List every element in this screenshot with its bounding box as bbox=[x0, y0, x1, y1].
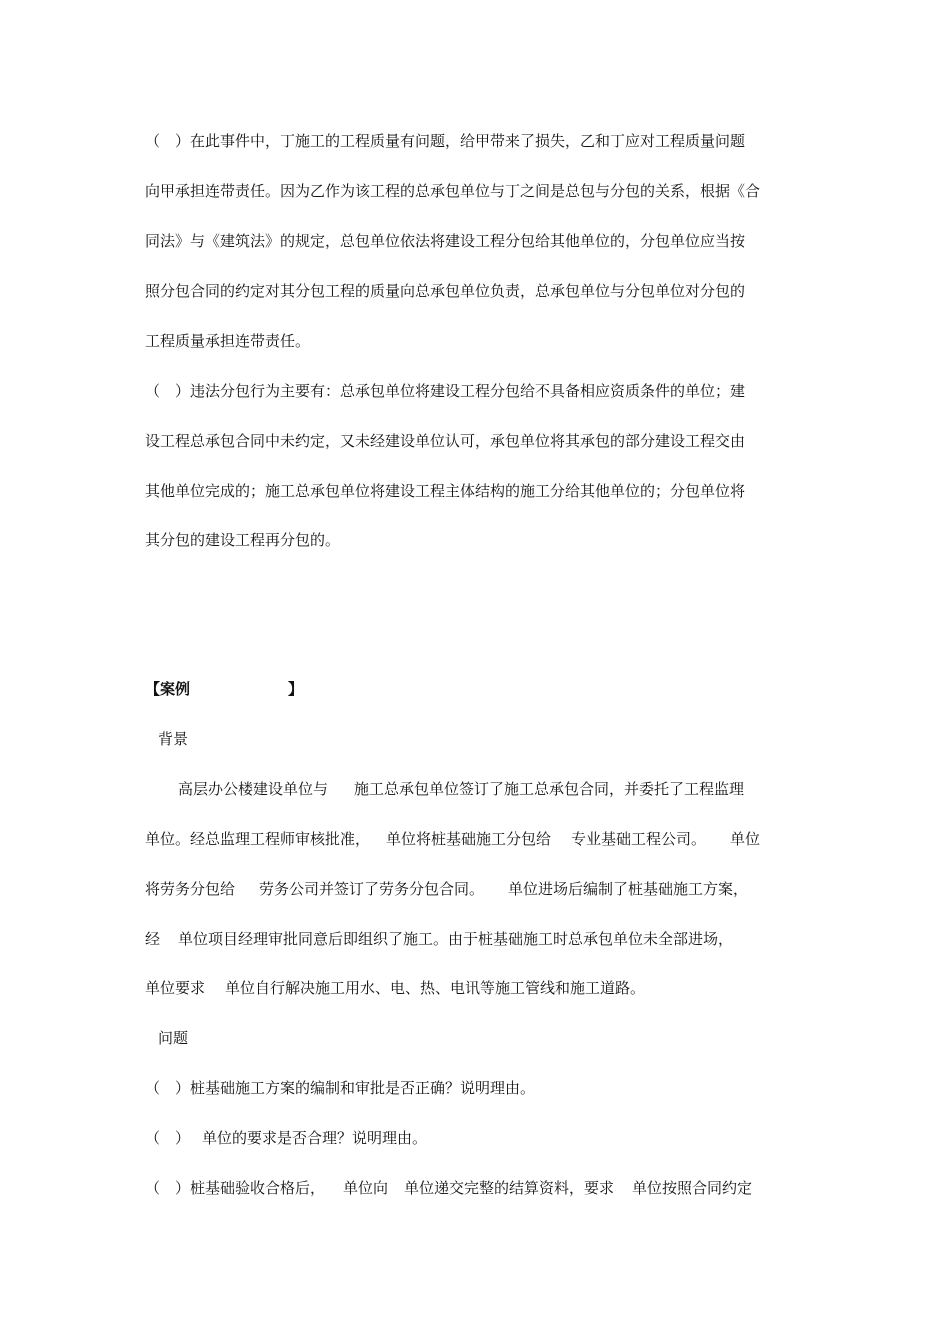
text-span: （ ）在此事件中，丁施工的工程质量有问题，给甲带来了损失，乙和丁应对工程质量问题 bbox=[145, 132, 746, 150]
text-span: （ ）桩基础施工方案的编制和审批是否正确？说明理由。 bbox=[145, 1079, 536, 1097]
case-heading bbox=[145, 679, 810, 699]
background-label bbox=[158, 729, 823, 749]
paragraph-line bbox=[145, 431, 810, 451]
text-span: 问题 bbox=[158, 1029, 189, 1047]
text-span: 单位将桩基础施工分包给 bbox=[386, 830, 552, 848]
paragraph-line bbox=[145, 530, 810, 550]
background-line bbox=[145, 879, 810, 899]
paragraph-line bbox=[145, 131, 810, 151]
text-span: 其他单位完成的；施工总承包单位将建设工程主体结构的施工分给其他单位的；分包单位将 bbox=[145, 482, 746, 500]
text-span: 单位项目经理审批同意后即组织了施工。由于桩基础施工时总承包单位未全部进场， bbox=[178, 930, 734, 948]
text-span: 单位 bbox=[730, 830, 761, 848]
text-span: 单位自行解决施工用水、电、热、电讯等施工管线和施工道路。 bbox=[225, 979, 646, 997]
background-line bbox=[145, 929, 810, 949]
case-heading-close: 】 bbox=[288, 680, 304, 698]
text-span: 单位进场后编制了桩基础施工方案， bbox=[508, 880, 749, 898]
paragraph-line bbox=[145, 331, 810, 351]
paragraph-line bbox=[145, 381, 810, 401]
background-line bbox=[145, 978, 810, 998]
paragraph-line bbox=[145, 231, 810, 251]
text-span: 单位要求 bbox=[145, 979, 206, 997]
question-line bbox=[145, 1178, 810, 1198]
text-span: 经 bbox=[145, 930, 161, 948]
text-span: 单位的要求是否合理？说明理由。 bbox=[202, 1129, 428, 1147]
text-span: 照分包合同的约定对其分包工程的质量向总承包单位负责，总承包单位与分包单位对分包的 bbox=[145, 282, 746, 300]
text-span: 背景 bbox=[158, 730, 189, 748]
text-span: 单位向 bbox=[343, 1179, 389, 1197]
text-span: （ ）桩基础验收合格后， bbox=[145, 1179, 326, 1197]
question-line bbox=[145, 1078, 810, 1098]
case-heading-open: 【案例 bbox=[145, 680, 191, 698]
question-line bbox=[145, 1128, 810, 1148]
text-span: 其分包的建设工程再分包的。 bbox=[145, 531, 341, 549]
text-span: 专业基础工程公司。 bbox=[571, 830, 707, 848]
text-span: 单位递交完整的结算资料，要求 bbox=[404, 1179, 615, 1197]
paragraph-line bbox=[145, 181, 810, 201]
questions-label bbox=[158, 1028, 823, 1048]
background-line bbox=[178, 779, 810, 799]
text-span: 高层办公楼建设单位与 bbox=[178, 780, 329, 798]
paragraph-line bbox=[145, 281, 810, 301]
text-span: 设工程总承包合同中未约定，又未经建设单位认可，承包单位将其承包的部分建设工程交由 bbox=[145, 432, 746, 450]
background-line bbox=[145, 829, 810, 849]
text-span: 向甲承担连带责任。因为乙作为该工程的总承包单位与丁之间是总包与分包的关系，根据《合 bbox=[145, 182, 761, 200]
text-span: 劳务公司并签订了劳务分包合同。 bbox=[259, 880, 485, 898]
text-span: 同法》与《建筑法》的规定，总包单位依法将建设工程分包给其他单位的，分包单位应当按 bbox=[145, 232, 746, 250]
text-span: 单位按照合同约定 bbox=[632, 1179, 753, 1197]
paragraph-line bbox=[145, 481, 810, 501]
text-span: （ ）违法分包行为主要有：总承包单位将建设工程分包给不具备相应资质条件的单位；建 bbox=[145, 382, 746, 400]
text-span: 工程质量承担连带责任。 bbox=[145, 332, 311, 350]
text-span: 单位。经总监理工程师审核批准， bbox=[145, 830, 371, 848]
text-span: 施工总承包单位签订了施工总承包合同，并委托了工程监理 bbox=[354, 780, 745, 798]
text-span: 将劳务分包给 bbox=[145, 880, 236, 898]
text-span: （ ） bbox=[145, 1129, 191, 1147]
